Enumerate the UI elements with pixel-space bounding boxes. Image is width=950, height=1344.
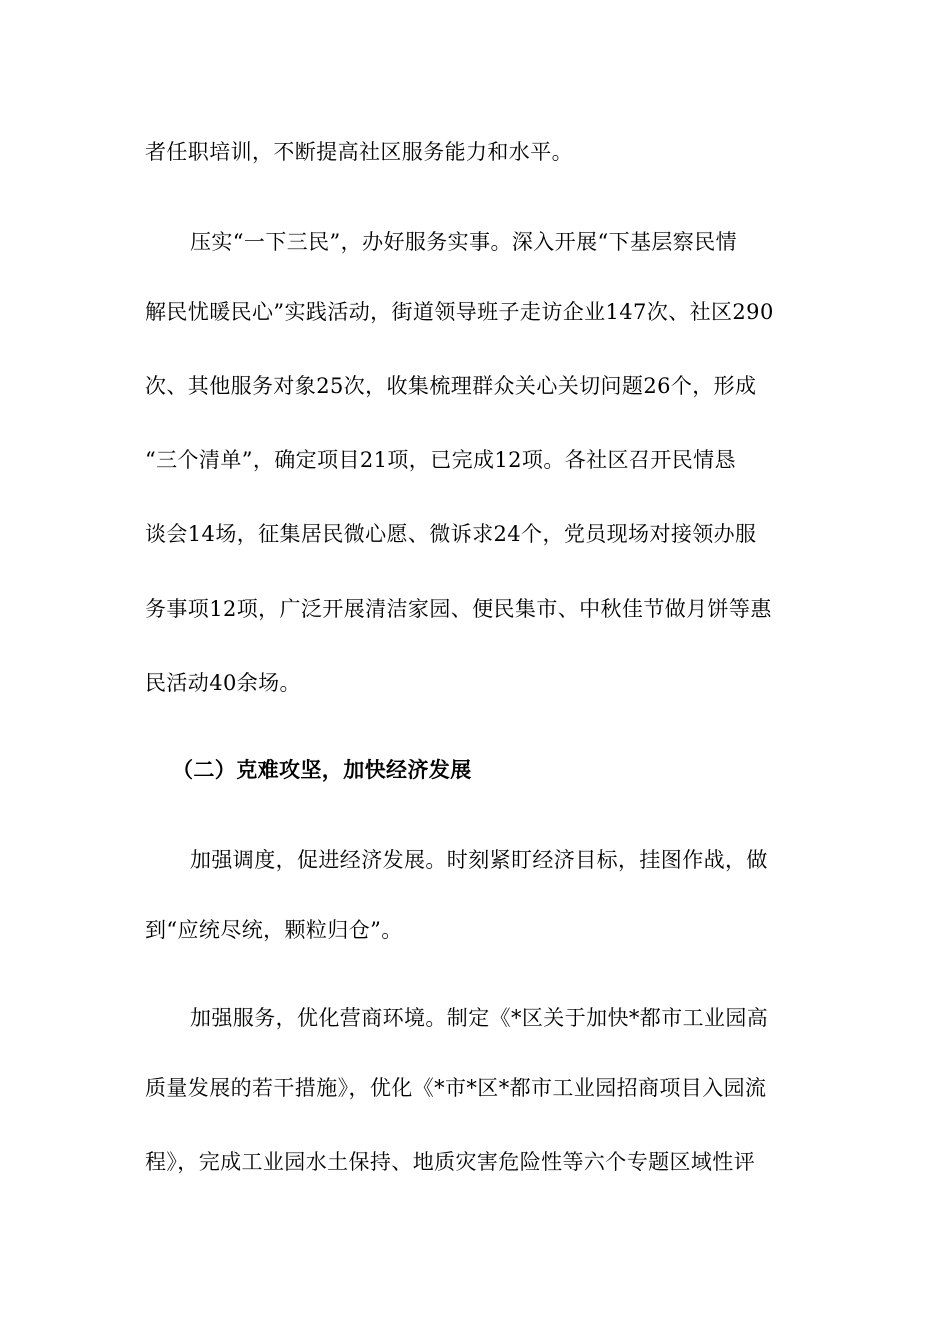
paragraph-line: 解民忧暖民心”实践活动，街道领导班子走访企业147次、社区290	[145, 300, 774, 324]
paragraph-line: 者任职培训，不断提高社区服务能力和水平。	[145, 140, 573, 164]
paragraph-line: 程》，完成工业园水土保持、地质灾害危险性等六个专题区域性评	[145, 1150, 756, 1174]
paragraph-line: 加强服务，优化营商环境。制定《*区关于加快*都市工业园高	[190, 1006, 769, 1030]
paragraph-line: “三个清单”，确定项目21项，已完成12项。各社区召开民情恳	[145, 448, 736, 472]
paragraph-line: 压实“一下三民”，办好服务实事。深入开展“下基层察民情	[190, 230, 738, 254]
paragraph-line: 谈会14场，征集居民微心愿、微诉求24个，党员现场对接领办服	[145, 522, 757, 546]
paragraph-line: 加强调度，促进经济发展。时刻紧盯经济目标，挂图作战，做	[190, 848, 768, 872]
paragraph-line: 民活动40余场。	[145, 671, 301, 695]
section-heading: （二）克难攻坚，加快经济发展	[172, 757, 472, 782]
paragraph-line: 次、其他服务对象25次，收集梳理群众关心关切问题26个，形成	[145, 374, 757, 398]
paragraph-line: 质量发展的若干措施》，优化《*市*区*都市工业园招商项目入园流	[145, 1076, 767, 1100]
paragraph-line: 务事项12项，广泛开展清洁家园、便民集市、中秋佳节做月饼等惠	[145, 597, 772, 621]
paragraph-line: 到“应统尽统，颗粒归仓”。	[145, 918, 403, 942]
